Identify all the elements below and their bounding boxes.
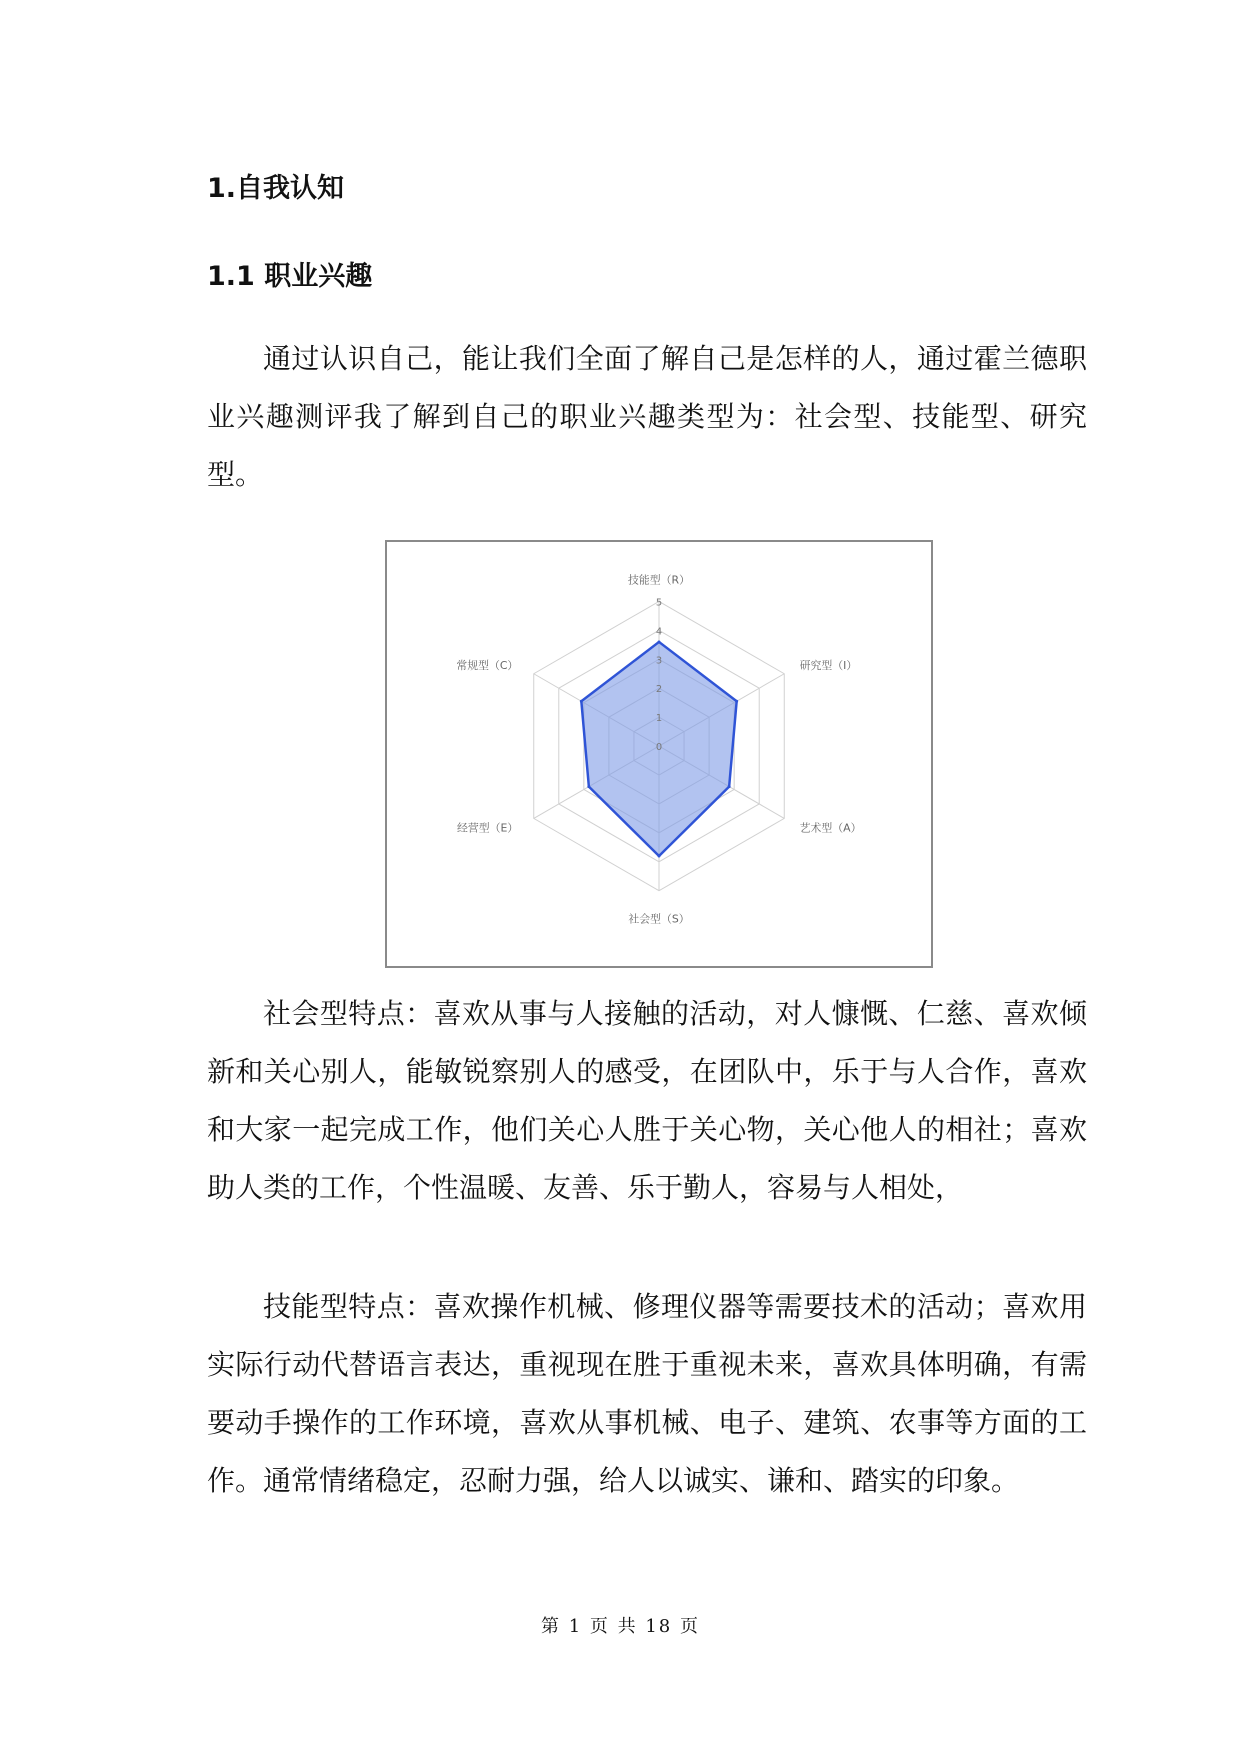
subsection-heading: 1.1 职业兴趣	[207, 261, 373, 292]
radial-tick-label: 1	[655, 713, 663, 725]
data-point	[728, 785, 731, 788]
data-point	[587, 785, 590, 788]
category-label: 社会型（S）	[628, 912, 690, 926]
category-label: 研究型（I）	[799, 658, 858, 672]
radial-tick-label: 2	[655, 684, 663, 696]
category-label: 常规型（C）	[456, 658, 519, 672]
radial-tick-label: 3	[655, 655, 663, 667]
data-point	[735, 700, 738, 703]
social-type-paragraph: 社会型特点：喜欢从事与人接触的活动，对人慷慨、仁慈、喜欢倾新和关心别人，能敏锐察别人的感受，在团队中，乐于与人合作，喜欢和大家一起完成工作，他们关心人胜于关心物，关心他人的相社；喜欢助人类的工作，个性温暖、友善、乐于勤人，容易与人相处，	[207, 997, 1087, 1204]
data-point	[658, 640, 661, 643]
skill-type-paragraph: 技能型特点：喜欢操作机械、修理仪器等需要技术的活动；喜欢用实际行动代替语言表达，重视现在胜于重视未来，喜欢具体明确，有需要动手操作的工作环境，喜欢从事机械、电子、建筑、农事等方面的工作。通常情绪稳定，忍耐力强，给人以诚实、谦和、踏实的印象。	[207, 1290, 1087, 1497]
category-label: 艺术型（A）	[799, 821, 862, 835]
category-label: 经营型（E）	[457, 821, 519, 835]
category-label: 技能型（R）	[628, 573, 690, 587]
radial-tick-label: 0	[655, 742, 663, 754]
radial-tick-label: 4	[655, 626, 663, 638]
radar-chart-frame	[385, 540, 933, 968]
section-heading: 1.自我认知	[207, 173, 345, 204]
data-point	[580, 700, 583, 703]
page-footer: 第 1 页 共 18 页	[541, 1616, 700, 1637]
radar-chart	[387, 542, 931, 966]
intro-paragraph: 通过认识自己，能让我们全面了解自己是怎样的人，通过霍兰德职业兴趣测评我了解到自己的职业兴趣类型为：社会型、技能型、研究型。	[207, 342, 1087, 491]
data-point	[658, 855, 661, 858]
radial-tick-label: 5	[655, 597, 663, 609]
